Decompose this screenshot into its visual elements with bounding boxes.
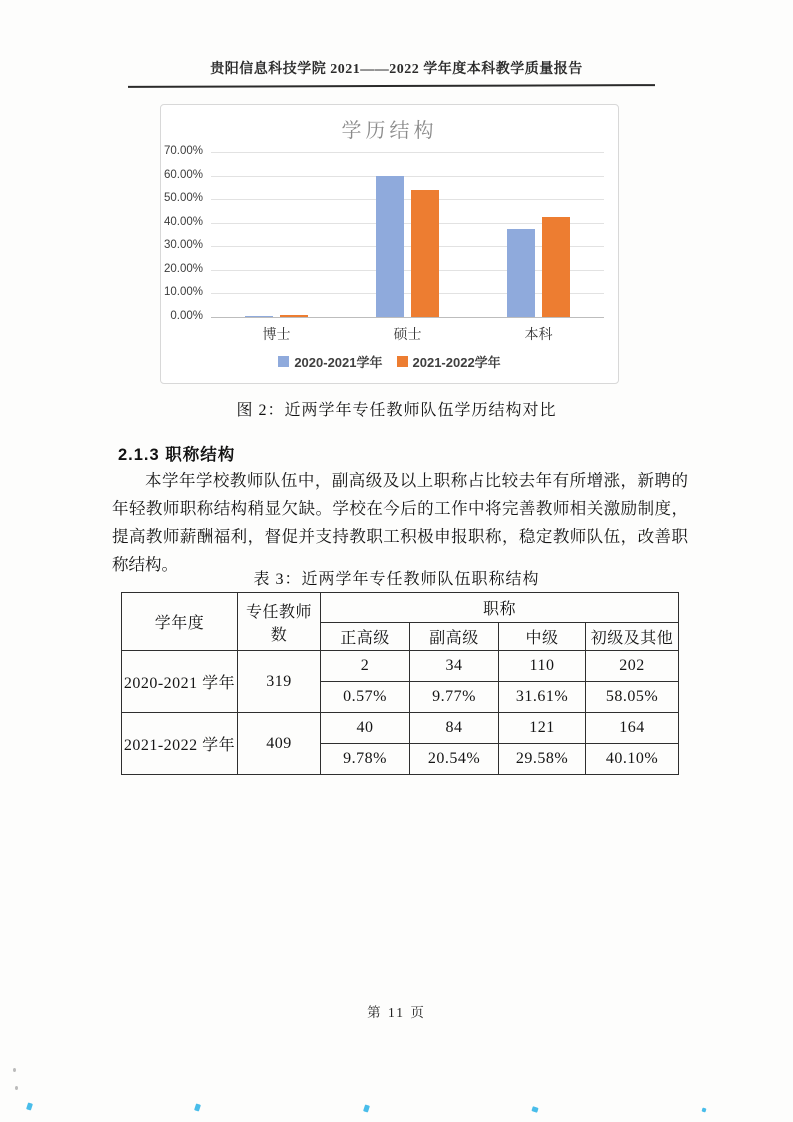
page-number: 第 11 页 — [367, 1005, 426, 1020]
cell-percent: 31.61% — [499, 682, 586, 713]
cell-value: 121 — [499, 713, 586, 744]
legend-label: 2021-2022学年 — [412, 355, 501, 370]
th-sub-senior: 副高级 — [410, 623, 499, 651]
cell-count-2: 409 — [238, 713, 321, 775]
th-intermediate: 中级 — [499, 623, 586, 651]
scan-artifact — [701, 1107, 706, 1112]
table-row — [122, 651, 679, 682]
y-tick-label: 20.00% — [163, 262, 203, 275]
bar-2020-2021学年-博士 — [245, 316, 273, 318]
y-tick-label: 30.00% — [163, 239, 203, 252]
y-tick-label: 0.00% — [170, 310, 203, 322]
x-tick-label: 硕士 — [393, 328, 422, 343]
cell-value: 2 — [321, 651, 410, 682]
th-teacher-count: 专任教师数 — [238, 593, 321, 651]
cell-percent: 29.58% — [499, 744, 586, 775]
y-tick-label: 60.00% — [163, 168, 203, 181]
x-tick-label: 博士 — [262, 328, 291, 343]
table-row — [122, 713, 679, 744]
chart-plot — [211, 152, 604, 317]
figure-caption: 图 2：近两学年专任教师队伍学历结构对比 — [236, 402, 557, 419]
scan-artifact — [363, 1104, 370, 1112]
title-structure-table — [121, 592, 679, 775]
cell-count-1: 319 — [238, 651, 321, 713]
legend-label: 2020-2021学年 — [294, 355, 383, 370]
th-year: 学年度 — [122, 593, 238, 651]
cell-value: 110 — [499, 651, 586, 682]
scan-artifact — [15, 1086, 18, 1090]
cell-value: 202 — [586, 651, 679, 682]
th-title-group: 职称 — [321, 593, 679, 623]
bar-2020-2021学年-本科 — [507, 229, 535, 317]
cell-percent: 9.78% — [321, 744, 410, 775]
y-tick-label: 70.00% — [163, 145, 203, 157]
x-axis-line — [211, 317, 604, 318]
legend-item — [397, 352, 501, 371]
cell-percent: 9.77% — [410, 682, 499, 713]
bar-2020-2021学年-硕士 — [376, 176, 404, 317]
y-tick-label: 50.00% — [163, 192, 203, 205]
page-header-title: 贵阳信息科技学院 2021——2022 学年度本科教学质量报告 — [210, 62, 583, 77]
chart-title: 学历结构 — [341, 120, 438, 142]
scan-artifact — [531, 1106, 538, 1113]
th-junior-other: 初级及其他 — [586, 623, 679, 651]
y-tick-label: 10.00% — [163, 286, 203, 299]
gridline — [211, 152, 604, 153]
legend-swatch-icon — [278, 356, 289, 367]
cell-percent: 58.05% — [586, 682, 679, 713]
cell-year-2: 2021-2022 学年 — [122, 713, 238, 775]
table-caption: 表 3：近两学年专任教师队伍职称结构 — [253, 571, 540, 588]
scan-artifact — [13, 1068, 16, 1072]
cell-percent: 0.57% — [321, 682, 410, 713]
scan-artifact — [26, 1102, 33, 1110]
bar-2021-2022学年-本科 — [542, 217, 570, 317]
cell-value: 84 — [410, 713, 499, 744]
legend-swatch-icon — [397, 356, 408, 367]
section-heading: 2.1.3 职称结构 — [118, 446, 236, 464]
header-rule — [128, 84, 655, 88]
cell-year-1: 2020-2021 学年 — [122, 651, 238, 713]
degree-structure-chart — [160, 104, 619, 384]
gridline — [211, 176, 604, 177]
x-tick-label: 本科 — [524, 328, 553, 343]
cell-percent: 40.10% — [586, 744, 679, 775]
bar-2021-2022学年-博士 — [280, 315, 308, 317]
bar-2021-2022学年-硕士 — [411, 190, 439, 317]
scan-artifact — [194, 1103, 201, 1111]
cell-value: 34 — [410, 651, 499, 682]
cell-percent: 20.54% — [410, 744, 499, 775]
th-senior: 正高级 — [321, 623, 410, 651]
gridline — [211, 199, 604, 200]
cell-value: 40 — [321, 713, 410, 744]
body-paragraph: 本学年学校教师队伍中，副高级及以上职称占比较去年有所增涨，新聘的年轻教师职称结构稍显欠缺。学校在今后的工作中将完善教师相关激励制度，提高教师薪酬福利，督促并支持教职工积极申报职称，稳定教师队伍，改善职称结构。 — [112, 471, 688, 574]
chart-x-axis-labels — [211, 324, 604, 342]
y-tick-label: 40.00% — [163, 215, 203, 228]
legend-item — [278, 352, 382, 371]
chart-legend — [161, 352, 618, 371]
cell-value: 164 — [586, 713, 679, 744]
